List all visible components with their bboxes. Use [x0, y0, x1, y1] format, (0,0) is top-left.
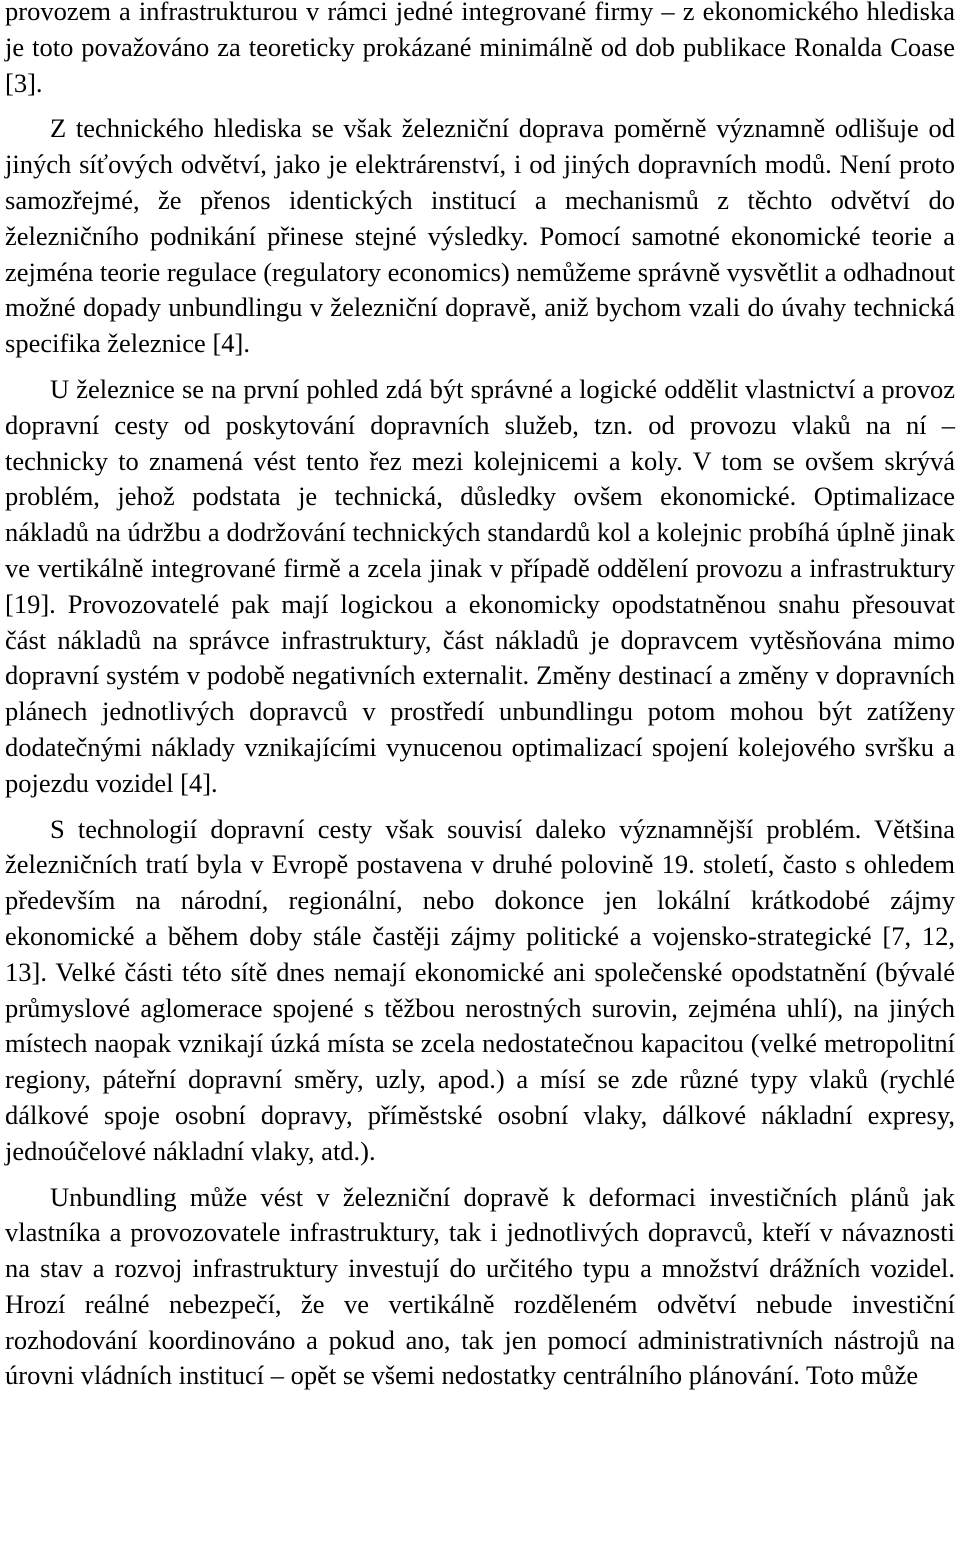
paragraph-3: U železnice se na první pohled zdá být správné a logické oddělit vlastnictví a provoz dopravní cesty od poskytování dopravních služeb, tzn. od provozu vlaků na ní – technicky to znamená vést tento řez mezi kolejnicemi a koly. V tom se ovšem skrývá problém, jehož podstata je technická, důsledky ovšem ekonomické. Optimalizace nákladů na údržbu a dodržování technických standardů kol a kolejnic probíhá úplně jinak ve vertikálně integrované firmě a zcela jinak v případě oddělení provozu a infrastruktury [19]. Provozovatelé pak mají logickou a ekonomicky opodstatněnou snahu přesouvat část nákladů na správce infrastruktury, část nákladů je dopravcem vytěsňována mimo dopravní systém v podobě negativních externalit. Změny destinací a změny v dopravních plánech jednotlivých dopravců v prostředí unbundlingu potom mohou být zatíženy dodatečnými náklady vznikajícími vynucenou optimalizací spojení kolejového svršku a pojezdu vozidel [4]. — [5, 373, 955, 798]
paragraph-1: provozem a infrastrukturou v rámci jedné integrované firmy – z ekonomického hlediska je toto považováno za teoreticky prokázané minimálně od dob publikace Ronalda Coase [3]. — [5, 0, 955, 98]
paragraph-2: Z technického hlediska se však železniční doprava poměrně významně odlišuje od jiných síťových odvětví, jako je elektrárenství, i od jiných dopravních modů. Není proto samozřejmé, že přenos identických institucí a mechanismů z těchto odvětví do železničního podnikání přinese stejné výsledky. Pomocí samotné ekonomické teorie a zejména teorie regulace (regulatory economics) nemůžeme správně vysvětlit a odhadnout možné dopady unbundlingu v železniční dopravě, aniž bychom vzali do úvahy technická specifika železnice [4]. — [5, 113, 955, 359]
document-page — [5, 0, 955, 1394]
paragraph-5: Unbundling může vést v železniční dopravě k deformaci investičních plánů jak vlastníka a provozovatele infrastruktury, tak i jednotlivých dopravců, kteří v návaznosti na stav a rozvoj infrastruktury investují do určitého typu a množství drážních vozidel. Hrozí reálné nebezpečí, že ve vertikálně rozděleném odvětví nebude investiční rozhodování koordinováno a pokud ano, tak jen pomocí administrativních nástrojů na úrovni vládních institucí – opět se všemi nedostatky centrálního plánování. Toto může — [5, 1181, 955, 1391]
paragraph-4: S technologií dopravní cesty však souvisí daleko významnější problém. Většina železničních tratí byla v Evropě postavena v druhé polovině 19. století, často s ohledem především na národní, regionální, nebo dokonce jen lokální krátkodobé zájmy ekonomické a během doby stále častěji zájmy politické a vojensko-strategické [7, 12, 13]. Velké části této sítě dnes nemají ekonomické ani společenské opodstatnění (bývalé průmyslové aglomerace spojené s těžbou nerostných surovin, zejména uhlí), na jiných místech naopak vznikají úzká místa se zcela nedostatečnou kapacitou (velké metropolitní regiony, páteřní dopravní směry, uzly, apod.) a mísí se zde různé typy vlaků (rychlé dálkové spoje osobní dopravy, příměstské osobní vlaky, dálkové nákladní expresy, jednoúčelové nákladní vlaky, atd.). — [5, 813, 955, 1166]
